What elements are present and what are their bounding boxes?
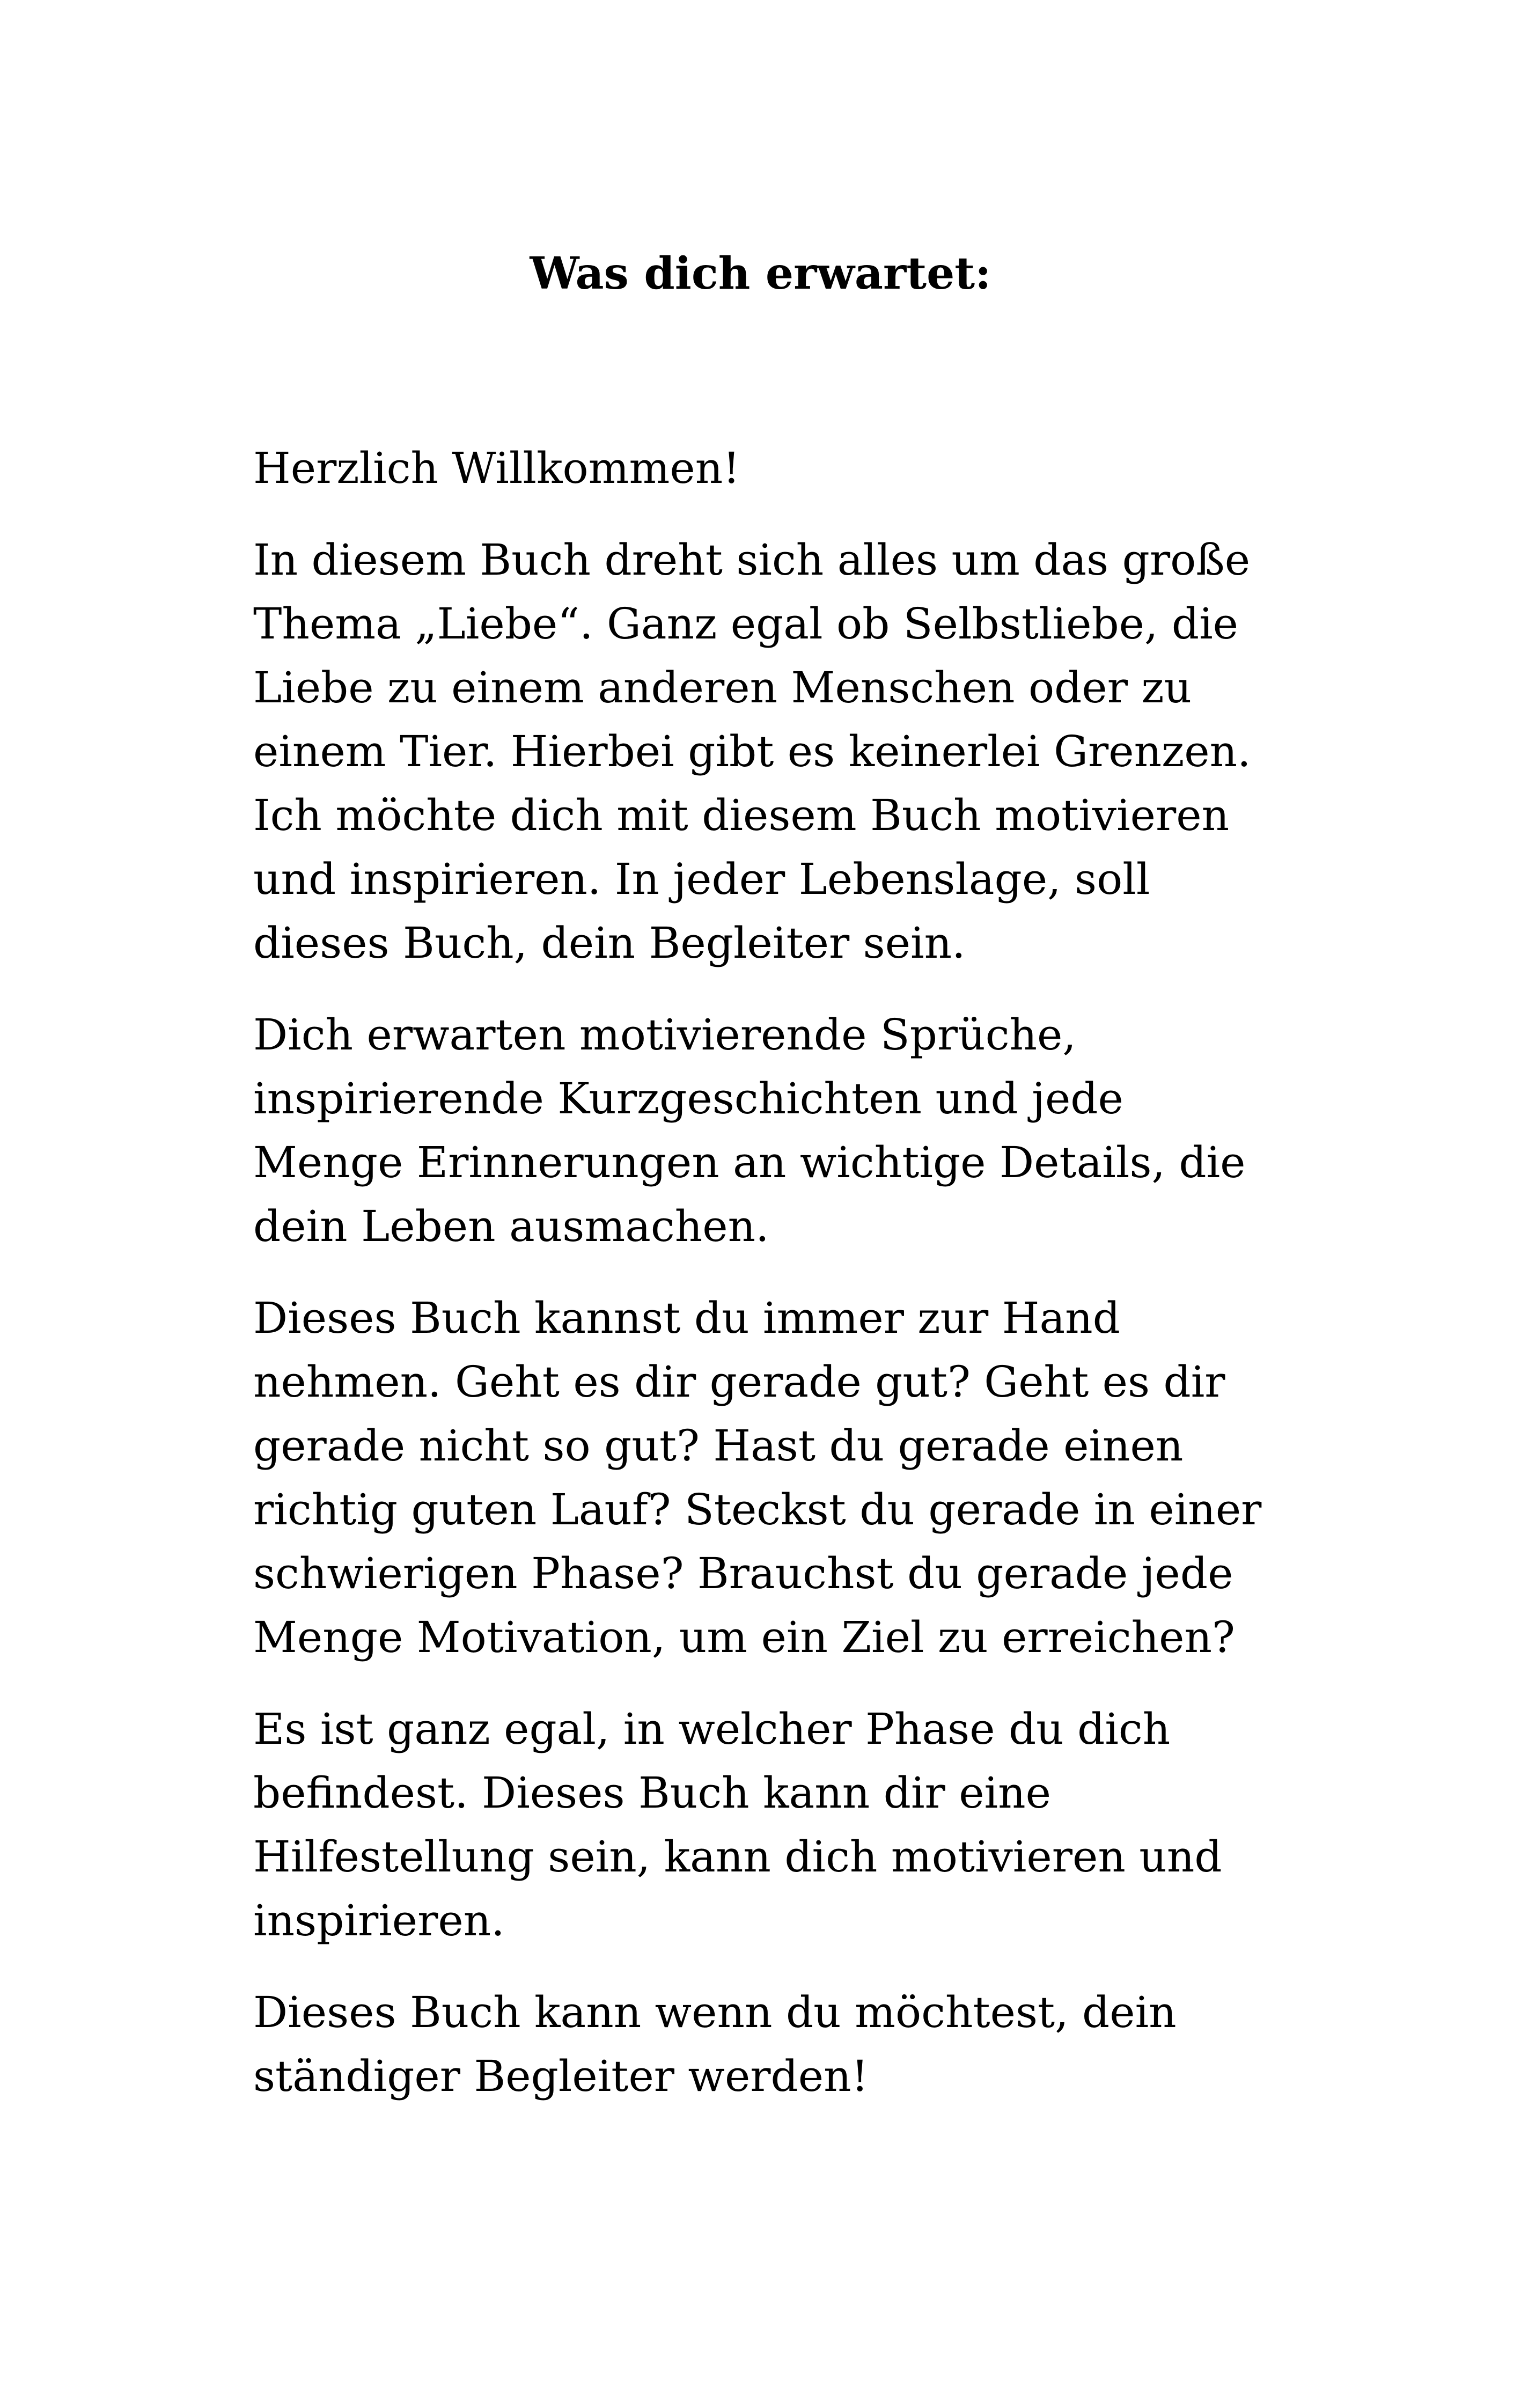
paragraph-expectations xyxy=(253,1003,1273,1258)
paragraph-questions xyxy=(253,1286,1273,1669)
paragraph-support xyxy=(253,1697,1273,1952)
text-line: Herzlich Willkommen! xyxy=(253,443,740,493)
paragraph-closing xyxy=(253,1980,1273,2108)
page-heading: Was dich erwartet: xyxy=(530,248,991,299)
text-line: inspirieren. xyxy=(253,1896,505,1946)
text-line: ständiger Begleiter werden! xyxy=(253,2051,869,2101)
paragraph-greeting xyxy=(253,436,1273,500)
text-line: Es ist ganz egal, in welcher Phase du dich xyxy=(253,1704,1171,1754)
text-line: inspirierende Kurzgeschichten und jede xyxy=(253,1074,1123,1124)
text-line: In diesem Buch dreht sich alles um das große xyxy=(253,535,1251,585)
text-line: Thema „Liebe“. Ganz egal ob Selbstliebe, die xyxy=(253,599,1239,649)
text-line: richtig guten Lauf? Steckst du gerade in einer xyxy=(253,1485,1262,1535)
paragraph-intro xyxy=(253,528,1273,975)
text-line: Ich möchte dich mit diesem Buch motivieren xyxy=(253,790,1230,840)
text-line: Menge Motivation, um ein Ziel zu erreichen? xyxy=(253,1612,1235,1662)
text-line: Dieses Buch kannst du immer zur Hand xyxy=(253,1293,1120,1343)
text-line: gerade nicht so gut? Hast du gerade einen xyxy=(253,1421,1184,1471)
text-line: Dich erwarten motivierende Sprüche, xyxy=(253,1010,1076,1060)
text-line: Menge Erinnerungen an wichtige Details, die xyxy=(253,1137,1246,1187)
text-line: einem Tier. Hierbei gibt es keinerlei Grenzen. xyxy=(253,726,1251,776)
text-line: Liebe zu einem anderen Menschen oder zu xyxy=(253,663,1192,713)
text-line: Dieses Buch kann wenn du möchtest, dein xyxy=(253,1987,1177,2037)
text-line: Hilfestellung sein, kann dich motivieren und xyxy=(253,1832,1222,1882)
text-line: nehmen. Geht es dir gerade gut? Geht es dir xyxy=(253,1357,1225,1407)
text-line: befindest. Dieses Buch kann dir eine xyxy=(253,1768,1051,1818)
text-line: schwierigen Phase? Brauchst du gerade jede xyxy=(253,1548,1233,1598)
text-line: und inspirieren. In jeder Lebenslage, soll xyxy=(253,854,1150,904)
text-line: dein Leben ausmachen. xyxy=(253,1201,769,1251)
body-text xyxy=(253,436,1273,2136)
text-line: dieses Buch, dein Begleiter sein. xyxy=(253,918,966,968)
